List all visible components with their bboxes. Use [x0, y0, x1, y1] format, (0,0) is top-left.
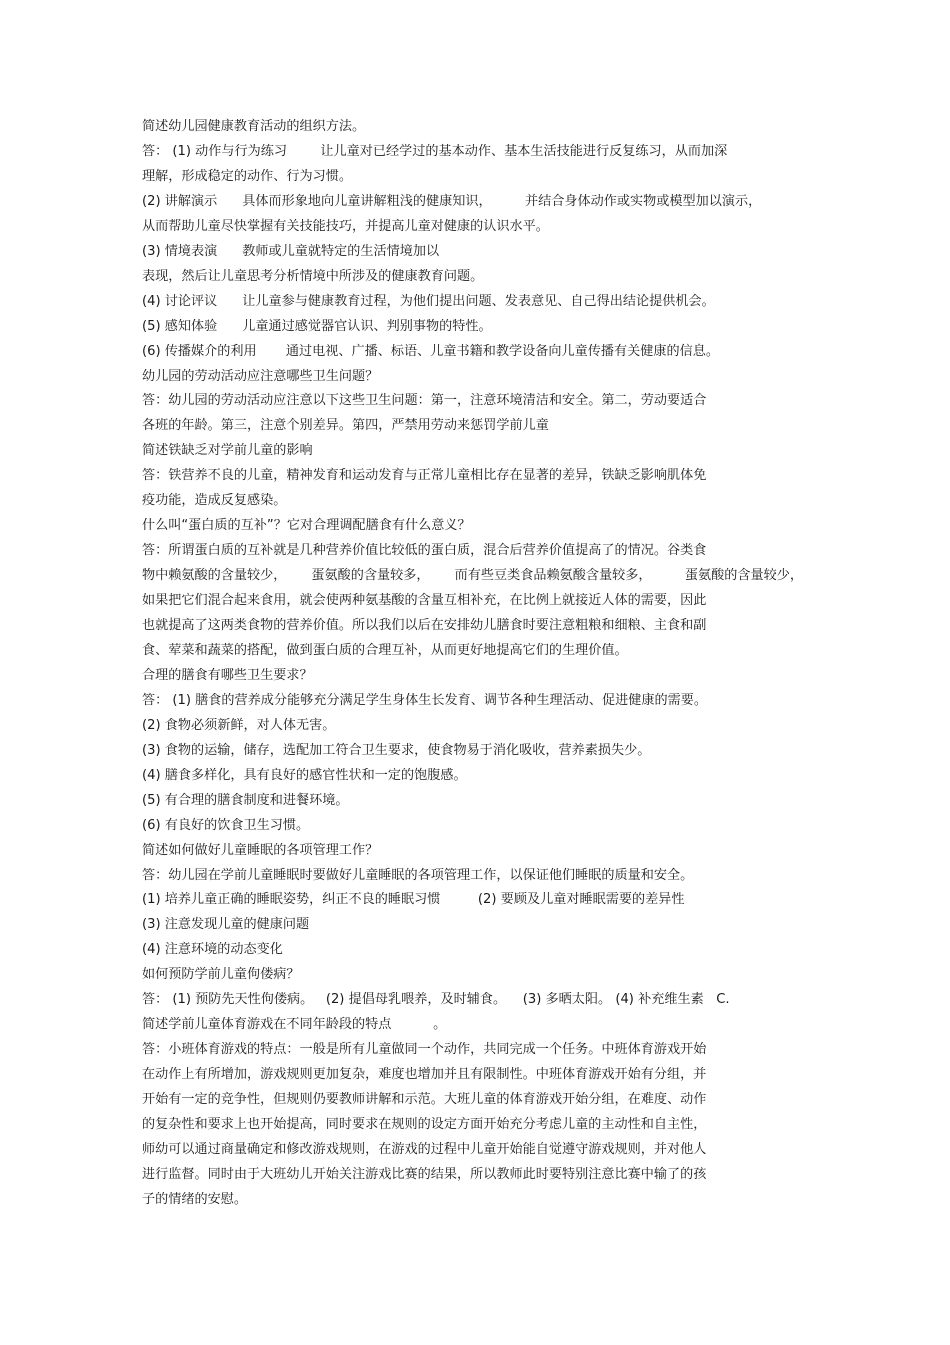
text-line: 各班的年龄。第三，注意个别差异。第四，严禁用劳动来惩罚学前儿童	[142, 418, 549, 434]
text-line: 表现，然后让儿童思考分析情境中所涉及的健康教育问题。	[142, 268, 484, 284]
text-line: (6) 有良好的饮食卫生习惯。	[142, 817, 310, 833]
text-line: 从而帮助儿童尽快掌握有关技能技巧，并提高儿童对健康的认识水平。	[142, 218, 549, 234]
text-line: 如果把它们混合起来食用，就会使两种氨基酸的含量互相补充，在比例上就接近人体的需要，因此	[142, 593, 707, 609]
text-line: 答： (1) 膳食的营养成分能够充分满足学生身体生长发育、调节各种生理活动、促进健康的需要。	[142, 692, 708, 708]
text-line: 简述学前儿童体育游戏在不同年龄段的特点 。	[142, 1017, 447, 1033]
text-line: 答：小班体育游戏的特点：一般是所有儿童做同一个动作，共同完成一个任务。中班体育游戏开始	[142, 1042, 707, 1058]
text-line: 也就提高了这两类食物的营养价值。所以我们以后在安排幼儿膳食时要注意粗粮和细粮、主食和副	[142, 618, 707, 633]
text-line: (6) 传播媒介的利用 通过电视、广播、标语、儿童书籍和教学设备向儿童传播有关健康的信息。	[142, 343, 719, 359]
text-line: (4) 讨论评议 让儿童参与健康教育过程，为他们提出问题、发表意见、自己得出结论提供机会。	[142, 293, 715, 309]
text-line: 幼儿园的劳动活动应注意哪些卫生问题？	[142, 368, 379, 384]
text-line: 进行监督。同时由于大班幼儿开始关注游戏比赛的结果，所以教师此时要特别注意比赛中输了的孩	[142, 1166, 707, 1182]
text-line: 答：幼儿园的劳动活动应注意以下这些卫生问题：第一，注意环境清洁和安全。第二，劳动要适合	[142, 393, 707, 409]
text-line: 答：铁营养不良的儿童，精神发育和运动发育与正常儿童相比存在显著的差异，铁缺乏影响肌体免	[142, 468, 707, 484]
text-line: (1) 培养儿童正确的睡眠姿势，纠正不良的睡眠习惯 (2) 要顾及儿童对睡眠需要的差异性	[142, 892, 685, 908]
text-line: (5) 感知体验 儿童通过感觉器官认识、判别事物的特性。	[142, 318, 492, 334]
text-line: 答： (1) 动作与行为练习 让儿童对已经学过的基本动作、基本生活技能进行反复练习，从而加深	[142, 143, 728, 159]
text-line: 师幼可以通过商量确定和修改游戏规则，在游戏的过程中儿童开始能自觉遵守游戏规则，并对他人	[142, 1141, 707, 1157]
text-line: (5) 有合理的膳食制度和进餐环境。	[142, 792, 349, 808]
text-line: (3) 注意发现儿童的健康问题	[142, 917, 310, 933]
text-line: (2) 讲解演示 具体而形象地向儿童讲解粗浅的健康知识， 并结合身体动作或实物或模型加以演示，	[142, 193, 762, 209]
text-line: 在动作上有所增加，游戏规则更加复杂，难度也增加并且有限制性。中班体育游戏开始有分组，并	[142, 1067, 707, 1083]
text-line: (4) 注意环境的动态变化	[142, 942, 283, 958]
text-line: 理解，形成稳定的动作、行为习惯。	[142, 168, 352, 184]
text-line: 疫功能，造成反复感染。	[142, 493, 287, 509]
text-line: (4) 膳食多样化，具有良好的感官性状和一定的饱腹感。	[142, 767, 467, 783]
text-line: 如何预防学前儿童佝偻病？	[142, 967, 300, 983]
text-line: 答：幼儿园在学前儿童睡眠时要做好儿童睡眠的各项管理工作，以保证他们睡眠的质量和安全。	[142, 867, 694, 883]
text-line: 答： (1) 预防先天性佝偻病。 (2) 提倡母乳喂养，及时辅食。 (3) 多晒太阳。 (4) 补充维生素 C.	[142, 992, 730, 1008]
text-line: (2) 食物必须新鲜，对人体无害。	[142, 717, 336, 733]
text-line: (3) 食物的运输，储存，选配加工符合卫生要求，使食物易于消化吸收，营养素损失少。	[142, 742, 651, 758]
text-line: 子的情绪的安慰。	[142, 1191, 247, 1207]
text-line: 的复杂性和要求上也开始提高，同时要求在规则的设定方面开始充分考虑儿童的主动性和自主性，	[142, 1117, 707, 1132]
text-line: 简述幼儿园健康教育活动的组织方法。	[142, 119, 366, 134]
text-line: 什么叫“蛋白质的互补”？它对合理调配膳食有什么意义？	[142, 518, 471, 534]
text-line: 开始有一定的竞争性，但规则仍要教师讲解和示范。大班儿童的体育游戏开始分组，在难度、动作	[142, 1092, 707, 1108]
text-line: 物中赖氨酸的含量较少， 蛋氨酸的含量较多， 而有些豆类食品赖氨酸含量较多， 蛋氨酸的含量较少，	[142, 568, 803, 584]
text-line: 简述如何做好儿童睡眠的各项管理工作？	[142, 842, 379, 858]
text-line: (3) 情境表演 教师或儿童就特定的生活情境加以	[142, 243, 440, 259]
text-line: 合理的膳食有哪些卫生要求？	[142, 667, 313, 683]
text-line: 答：所谓蛋白质的互补就是几种营养价值比较低的蛋白质，混合后营养价值提高了的情况。谷类食	[142, 543, 707, 559]
text-line: 简述铁缺乏对学前儿童的影响	[142, 443, 313, 459]
text-line: 食、荤菜和蔬菜的搭配，做到蛋白质的合理互补，从而更好地提高它们的生理价值。	[142, 642, 628, 658]
